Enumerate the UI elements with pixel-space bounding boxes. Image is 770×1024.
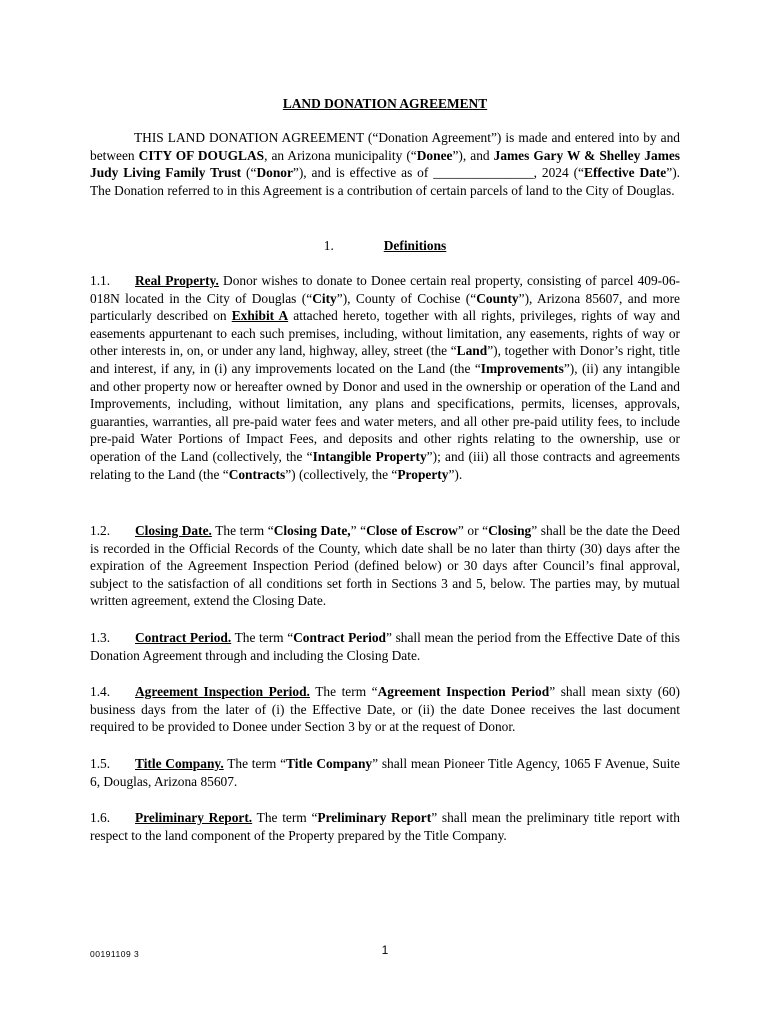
defined-term: Land [456, 343, 488, 359]
defined-term: Property [397, 466, 449, 482]
clause-number: 1.3. [90, 630, 111, 645]
clause-text: The term “ [252, 810, 318, 825]
clause-text: ”). [448, 466, 463, 482]
clause-number: 1.1. [90, 273, 111, 288]
clause-text: The term “ [211, 523, 274, 538]
defined-term: Contracts [228, 466, 286, 482]
intro-text: ”). The Donation referred to in this Agreement is a contribution of certain parcels of land to the City of Douglas. [90, 165, 681, 198]
page-number: 1 [381, 943, 389, 957]
clause-heading: Closing Date. [135, 523, 212, 538]
clause-text: ” shall mean the period from the Effective Date of this Donation Agreement through and including the Closing Date. [90, 630, 680, 663]
clause-text: ”) (collectively, the “ [285, 466, 398, 482]
clause-number: 1.4. [90, 684, 111, 699]
footer-document-id: 00191109 3 [90, 949, 140, 959]
clause-heading: Preliminary Report. [135, 810, 253, 825]
clause-text: ”), together with Donor’s right, title and interest, if any, in (i) any improvements located on the Land (the “ [90, 343, 680, 376]
clause-text: ” “ [350, 523, 367, 538]
defined-term: Close of Escrow [366, 523, 458, 538]
defined-term: Agreement Inspection Period [377, 684, 550, 699]
defined-term: Preliminary Report [317, 810, 432, 825]
clause-text: ” shall be the date the Deed is recorded in the Official Records of the County, which date shall be no later than thirty (30) days after the expiration of the Agreement Inspection Period (defined below) or 30 days after Council’s final approval, subject to the satisfaction of all conditions set forth in Sections 3 and 5, below. The parties may, by mutual written agreement, extend the Closing Date. [90, 523, 680, 609]
clause-number: 1.6. [90, 810, 111, 825]
exhibit-reference: Exhibit A [231, 308, 289, 324]
clause-text: The term “ [309, 684, 378, 699]
clause-text: ”), (ii) any intangible and other property now or hereafter owned by Donor and used in the ownership or operation of the Land and Improvements, including, without limitation, any plans and specifications, permits, licenses, approvals, guaranties, warranties, all pre-paid water fees and water meters, and all other pre-paid utility fees, to include pre-paid Water Portions of Impact Fees, and deposits and other rights relating to the ownership, use or operation of the Land (collectively, the “ [90, 360, 680, 464]
intro-donee-name: CITY OF DOUGLAS [138, 147, 265, 163]
intro-paragraph [90, 129, 680, 199]
clause-text: ”); and (iii) all those contracts and agreements relating to the Land (the “ [90, 448, 680, 482]
clause-text: ” or “ [457, 523, 489, 538]
clause-1-5-title-company [90, 755, 680, 790]
intro-text: ”), and is effective as of _______________, 2024 (“ [292, 165, 585, 181]
intro-text: (“ [241, 165, 257, 181]
intro-text: THIS LAND DONATION AGREEMENT (“Donation Agreement”) is made and entered into by and between [90, 130, 680, 163]
clause-text: The term “ [223, 756, 287, 771]
clause-1-2-closing-date [90, 522, 680, 610]
clause-heading: Title Company. [135, 756, 224, 771]
clause-1-4-agreement-inspection-period [90, 683, 680, 736]
clause-text: ”), Arizona 85607, and more particularly described on [90, 290, 681, 324]
clause-text: ” shall mean sixty (60) business days from the later of (i) the Effective Date, or (ii) the date Donee receives the last document required to be provided to Donee under Section 3 by or at the request of Donor. [90, 684, 681, 735]
clause-1-3-contract-period [90, 629, 680, 664]
section-label: Definitions [383, 238, 447, 253]
defined-term: Improvements [480, 360, 564, 376]
clause-text: ”), County of Cochise (“ [336, 290, 477, 306]
clause-text: ” shall mean Pioneer Title Agency, 1065 F Avenue, Suite 6, Douglas, Arizona 85607. [90, 756, 680, 789]
clause-number: 1.5. [90, 756, 111, 771]
defined-term: City [312, 290, 337, 306]
defined-term: Contract Period [293, 630, 387, 645]
intro-effective-date-term: Effective Date [584, 165, 667, 181]
clause-1-1-real-property [90, 272, 680, 483]
defined-term: Closing [488, 523, 532, 538]
section-number: 1. [323, 238, 334, 253]
intro-donor-term: Donor [256, 165, 293, 181]
clause-heading: Real Property. [135, 273, 219, 288]
clause-1-6-preliminary-report [90, 809, 680, 844]
defined-term: Closing Date, [273, 523, 351, 538]
clause-text: Donor wishes to donate to Donee certain real property, consisting of parcel 409-06-018N located in the City of Douglas (“ [90, 273, 680, 306]
clause-text: The term “ [231, 630, 294, 645]
clause-number: 1.2. [90, 523, 111, 538]
intro-text: ”), and [452, 147, 494, 163]
section-heading-definitions [0, 237, 770, 255]
defined-term: Title Company [286, 756, 373, 771]
intro-donee-term: Donee [416, 147, 453, 163]
clause-text: attached hereto, together with all rights, privileges, rights of way and easements appurtenant to each such premises, including, without limitation, any easements, rights of way or other interests in, on, or under any land, highway, alley, street (the “ [90, 308, 680, 359]
defined-term: Intangible Property [312, 448, 427, 464]
defined-term: County [476, 290, 519, 306]
intro-text: , an Arizona municipality (“ [264, 147, 417, 163]
clause-heading: Agreement Inspection Period. [135, 684, 310, 699]
document-title: LAND DONATION AGREEMENT [282, 96, 488, 111]
clause-text: ” shall mean the preliminary title report with respect to the land component of the Property prepared by the Title Company. [90, 810, 680, 843]
clause-heading: Contract Period. [135, 630, 232, 645]
intro-donor-name: James Gary W & Shelley James Judy Living Family Trust [90, 147, 681, 181]
